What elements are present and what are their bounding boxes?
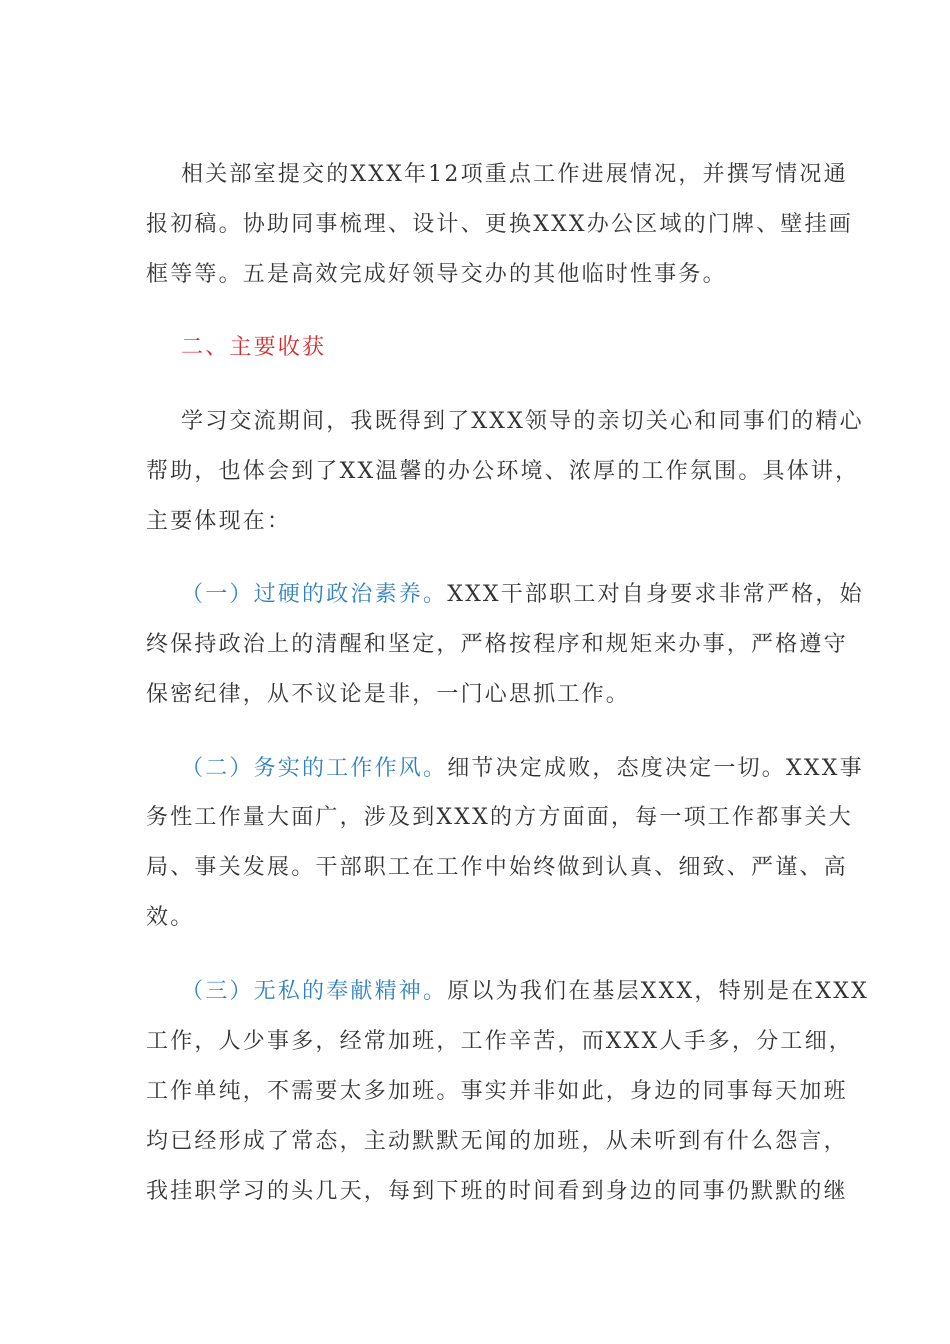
item1-line1-text: XXX干部职工对自身要求非常严格，始: [447, 582, 864, 607]
section-heading: 二、主要收获: [181, 335, 327, 360]
item2-line1: [181, 754, 864, 784]
item2-title: （二）务实的工作作风。: [181, 756, 448, 781]
item2-line2: 务性工作量大面广，涉及到XXX的方方面面，每一项工作都事关大: [146, 805, 853, 830]
item3-line1: [181, 977, 869, 1007]
item1-line2: 终保持政治上的清醒和坚定，严格按程序和规矩来办事，严格遵守: [146, 632, 848, 657]
item3-line4: 均已经形成了常态，主动默默无闻的加班，从未听到有什么怨言，: [146, 1129, 848, 1154]
item1-line1: [181, 580, 864, 610]
para1-line3: 框等等。五是高效完成好领导交办的其他临时性事务。: [146, 262, 727, 287]
item3-line2: 工作，人少事多，经常加班，工作辛苦，而XXX人手多，分工细，: [146, 1029, 853, 1054]
item2-line4: 效。: [146, 905, 195, 930]
para2-line2: 帮助，也体会到了XX温馨的办公环境、浓厚的工作氛围。具体讲，: [146, 459, 860, 484]
para1-line2: 报初稿。协助同事梳理、设计、更换XXX办公区域的门牌、壁挂画: [146, 212, 853, 237]
item1-line3: 保密纪律，从不议论是非，一门心思抓工作。: [146, 682, 631, 707]
item3-line3: 工作单纯，不需要太多加班。事实并非如此，身边的同事每天加班: [146, 1079, 848, 1104]
para1-line1: 相关部室提交的XXX年12项重点工作进展情况，并撰写情况通: [181, 162, 848, 187]
para2-line1: 学习交流期间，我既得到了XXX领导的亲切关心和同事们的精心: [181, 409, 864, 434]
item3-line5: 我挂职学习的头几天，每到下班的时间看到身边的同事仍默默的继: [146, 1179, 848, 1204]
item3-title: （三）无私的奉献精神。: [181, 979, 448, 1004]
para2-line3: 主要体现在：: [146, 509, 292, 534]
item2-line3: 局、事关发展。干部职工在工作中始终做到认真、细致、严谨、高: [146, 855, 848, 880]
item1-title: （一）过硬的政治素养。: [181, 582, 448, 607]
item2-line1-text: 细节决定成败，态度决定一切。XXX事: [447, 756, 864, 781]
item3-line1-text: 原以为我们在基层XXX，特别是在XXX: [447, 979, 869, 1004]
